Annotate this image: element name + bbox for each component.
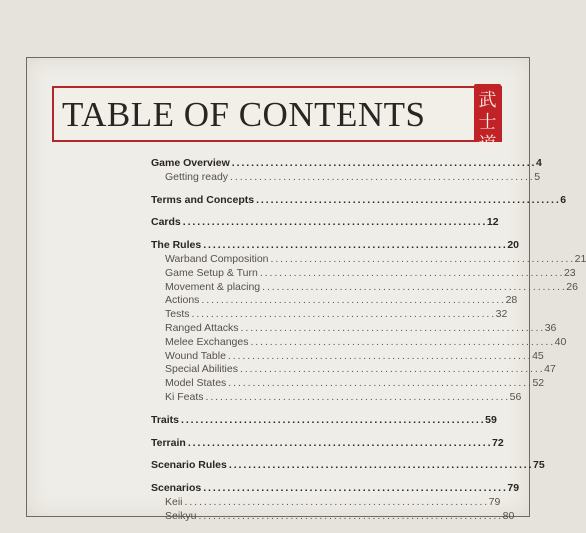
toc-entry-label: Keii	[165, 495, 183, 508]
toc-entry-label: Game Setup & Turn	[165, 266, 258, 279]
toc-entry-label: Movement & placing	[165, 280, 261, 293]
toc-entry-label: Terrain	[151, 436, 186, 449]
dot-leader	[183, 216, 485, 230]
toc-entry-label: The Rules	[151, 239, 202, 252]
dot-leader	[260, 267, 562, 281]
toc-chapter-entry[interactable]	[151, 436, 504, 451]
title-banner	[52, 86, 502, 142]
toc-entry-label: Scenarios	[151, 482, 202, 495]
toc-entry-label: Scenario Rules	[151, 459, 227, 472]
bushido-seal	[474, 84, 501, 155]
toc-page-number: 26	[566, 280, 578, 293]
dot-leader	[232, 157, 534, 171]
toc-subentry[interactable]	[151, 280, 578, 295]
toc-subentry[interactable]	[151, 321, 557, 336]
toc-entry-label: Game Overview	[151, 157, 230, 169]
dot-leader	[192, 308, 494, 322]
toc-entry-label: Cards	[151, 216, 181, 229]
toc-page-number: 47	[544, 363, 556, 376]
toc-entry-label: Terms and Concepts	[151, 193, 255, 206]
toc-chapter-entry[interactable]	[151, 413, 497, 428]
seal-char: 士	[478, 112, 497, 133]
toc-entry-label: Warband Composition	[165, 252, 269, 265]
toc-entry-label: Melee Exchanges	[165, 335, 249, 348]
toc-chapter-entry[interactable]	[151, 193, 567, 208]
toc-entry-label: Ranged Attacks	[165, 321, 239, 334]
toc-subentry[interactable]	[151, 377, 545, 391]
toc-chapter-entry[interactable]	[151, 459, 545, 473]
dot-leader	[181, 414, 483, 428]
dot-leader	[262, 281, 564, 295]
toc-entry-label: Special Abilities	[165, 363, 238, 376]
dot-leader	[185, 496, 487, 510]
toc-section	[151, 239, 586, 405]
dot-leader	[240, 363, 542, 377]
toc-page-number: 75	[533, 459, 545, 472]
dot-leader	[206, 391, 508, 405]
toc-subentry[interactable]	[151, 349, 544, 364]
toc-subentry[interactable]	[151, 495, 501, 510]
toc-page-number: 52	[532, 377, 545, 390]
dot-leader	[229, 459, 531, 473]
toc-chapter-entry[interactable]	[151, 239, 520, 253]
toc-entry-label: Traits	[151, 413, 180, 426]
toc-entry-label: Actions	[165, 294, 200, 307]
dot-leader	[256, 194, 558, 208]
toc-subentry[interactable]	[151, 509, 515, 524]
dot-leader	[188, 437, 490, 451]
toc-subentry[interactable]	[151, 252, 586, 267]
toc-page-number: 79	[507, 482, 520, 495]
toc-chapter-entry[interactable]	[151, 216, 499, 230]
toc-entry-label: Getting ready	[165, 170, 229, 183]
toc-page-number: 40	[554, 335, 567, 348]
toc-section	[151, 459, 545, 473]
toc-entry-label: Tests	[165, 308, 190, 321]
toc-page-number: 20	[507, 239, 520, 252]
toc-page-number: 21	[574, 252, 586, 265]
toc-subentry[interactable]	[151, 308, 508, 322]
toc-entry-label: Model States	[165, 377, 227, 390]
toc-section	[151, 157, 542, 185]
toc-section	[151, 413, 497, 428]
toc-section	[151, 216, 499, 230]
toc-subentry[interactable]	[151, 266, 576, 281]
toc-section	[151, 482, 520, 523]
toc-page-number: 59	[485, 413, 497, 426]
table-of-contents	[151, 157, 586, 533]
toc-subentry[interactable]	[151, 170, 541, 185]
dot-leader	[250, 336, 552, 350]
dot-leader	[201, 294, 503, 308]
dot-leader	[241, 322, 543, 336]
toc-page-number: 12	[486, 216, 499, 229]
toc-section	[151, 436, 504, 451]
toc-page-number: 4	[535, 157, 542, 169]
dot-leader	[228, 377, 530, 391]
toc-subentry[interactable]	[151, 390, 522, 405]
dot-leader	[230, 171, 532, 185]
dot-leader	[199, 510, 501, 524]
toc-subentry[interactable]	[151, 363, 556, 377]
toc-entry-label: Wound Table	[165, 349, 226, 362]
dot-leader	[228, 350, 530, 364]
dot-leader	[203, 239, 505, 253]
toc-page-number: 56	[509, 390, 522, 403]
dot-leader	[203, 482, 505, 496]
toc-page-number: 28	[505, 294, 518, 307]
toc-chapter-entry[interactable]	[151, 482, 520, 496]
toc-page-number: 5	[534, 170, 541, 183]
toc-subentry[interactable]	[151, 294, 518, 308]
toc-section	[151, 193, 567, 208]
seal-char: 道	[478, 134, 497, 155]
toc-chapter-entry[interactable]	[151, 157, 542, 171]
toc-entry-label: Seikyu	[165, 509, 197, 522]
seal-char: 武	[478, 90, 497, 111]
toc-page-number: 72	[491, 436, 504, 449]
toc-page-number: 45	[532, 349, 544, 362]
toc-page-number: 79	[488, 495, 501, 508]
toc-page-number: 32	[495, 308, 508, 321]
page-title: TABLE OF CONTENTS	[62, 95, 426, 134]
toc-page-number: 6	[560, 193, 567, 206]
toc-page-number: 23	[563, 266, 576, 279]
toc-page-number: 36	[544, 321, 557, 334]
toc-page-number: 80	[502, 509, 515, 522]
toc-entry-label: Ki Feats	[165, 390, 204, 403]
toc-subentry[interactable]	[151, 335, 567, 350]
dot-leader	[271, 253, 573, 267]
